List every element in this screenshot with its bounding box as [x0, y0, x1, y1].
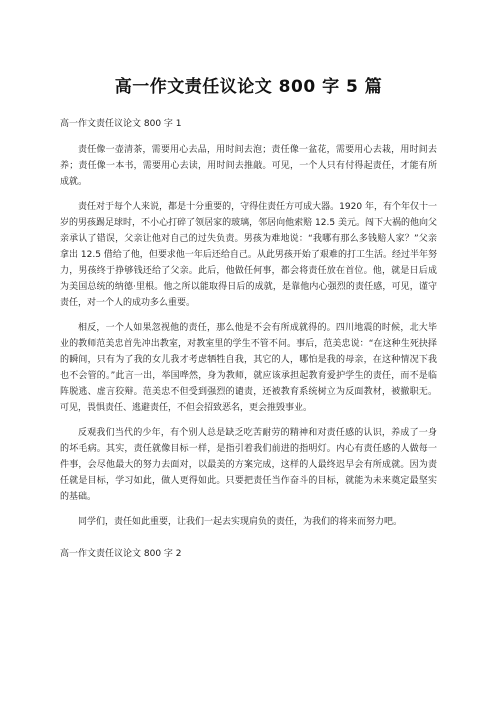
document-page: [0, 76, 500, 723]
paragraph-3: 相反，一个人如果忽视他的责任，那么他是不会有所成就得的。四川地震的时候，北大毕业的教师范美忠首先冲出教室，对教室里的学生不管不问。事后，范美忠说：“在这种生死抉择的瞬间，只有为了我的女儿我才考虑牺牲自我，其它的人，哪怕是我的母亲，在这种情况下我也不会管的。”此言一出，举国哗然，身为教师，就应该承担起教育爱护学生的责任，而不是临阵脱逃、虚言狡辩。范美忠不但受到强烈的谴责，还被教育系统树立为反面教材，被撤职无。可见，畏惧责任、逃避责任，不但会招致恶名，更会推毁事业。: [60, 323, 437, 413]
document-title: 高一作文责任议论文 800 字 5 篇: [114, 77, 383, 97]
paragraph-5: 同学们，责任如此重要，让我们一起去实现肩负的责任，为我们的将来而努力吧。: [78, 517, 403, 527]
essay-subheading-2: 高一作文责任议论文 800 字 2: [60, 549, 182, 559]
paragraph-2: 责任对于每个人来说，都是十分重要的，守得住责任方可成大器。1920 年，有个年仅十一岁的男孩踢足球时，不小心打碎了领居家的玻璃，邻居向他索赔 12.5 美元。闯下大祸的他向父亲承认了错误，父亲让他对自己的过失负责。男孩为难地说：“我哪有那么多钱赔人家？”父亲拿出 12.5 借给了他，但要求他一年后还给自己。从此男孩开始了艰难的打工生活。经过半年努力，男孩终于挣够钱还给了父亲。此后，他做任何事，都会将责任放在首位。他，就是日后成为美国总统的纳德·里根。他之所以能取得日后的成就，是靠他内心强烈的责任感，可见，谨守责任，对一个人的成功多么重要。: [60, 202, 437, 308]
paragraph-1: 责任像一壶清茶，需要用心去品，用时间去泡；责任像一盆花，需要用心去栽，用时间去养；责任像一本书，需要用心去读，用时间去推敲。可见，一个人只有付得起责任，才能有所成就。: [60, 145, 437, 187]
paragraph-4: 反观我们当代的少年，有个别人总是缺乏吃苦耐劳的精神和对责任感的认识，养成了一身的坏毛病。其实，责任就像目标一样，是指引着我们前进的指明灯。内心有责任感的人做每一件事，会尽他最大的努力去面对，以最美的方案完成，这样的人最终迟早会有所成就。因为责任就是目标，学习如此，做人更得如此。只要把责任当作奋斗的目标，就能为未来奠定最坚实的基础。: [60, 428, 437, 502]
essay-subheading-1: 高一作文责任议论文 800 字 1: [60, 119, 182, 129]
